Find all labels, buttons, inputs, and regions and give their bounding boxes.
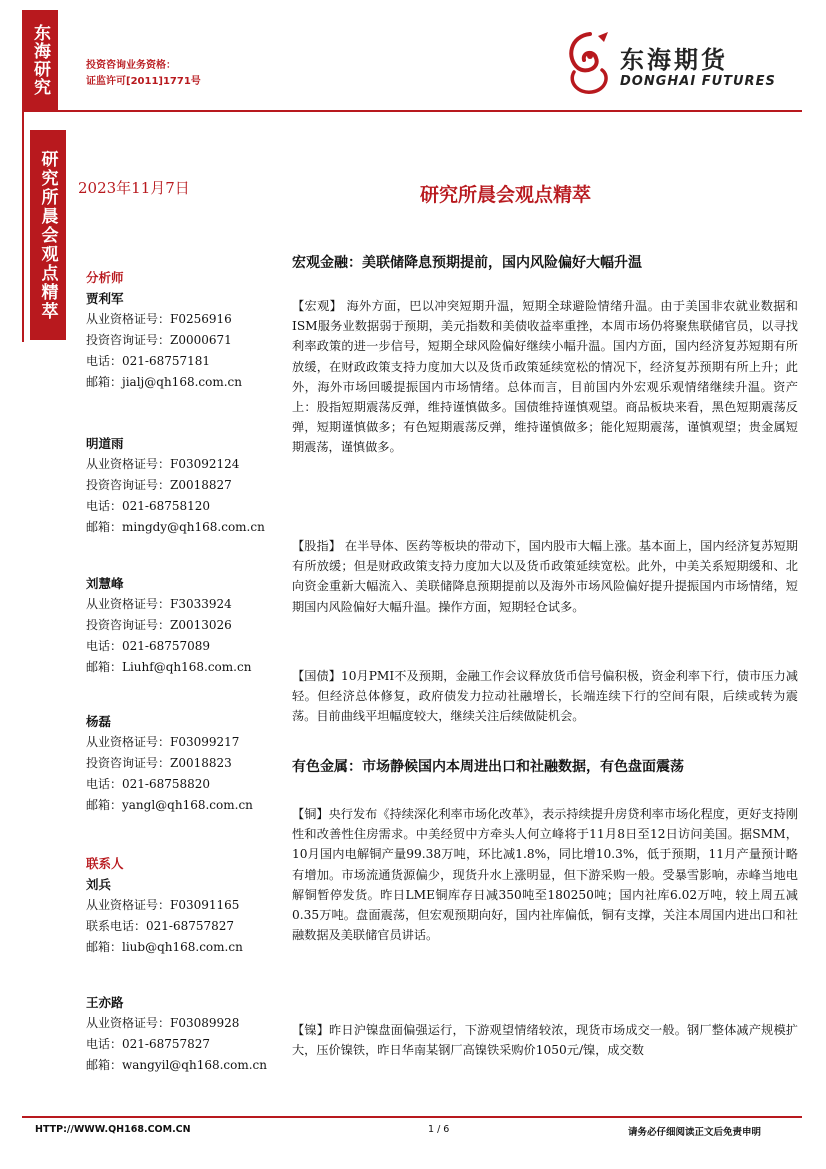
report-type-tab: 研究所晨会观点精萃 (30, 130, 66, 340)
analyst-detail: 从业资格证号：F0256916 (86, 312, 232, 326)
page-title: 研究所晨会观点精萃 (420, 184, 592, 206)
section-heading-metals: 有色金属：市场静候国内本周进出口和社融数据，有色盘面震荡 (292, 759, 684, 775)
analyst-detail: 投资咨询证号：Z0013026 (86, 618, 232, 632)
analyst-email: 邮箱：yangl@qh168.com.cn (86, 798, 253, 812)
contact-card (86, 993, 281, 1077)
footer-divider (22, 1116, 802, 1118)
paragraph-copper: 【铜】央行发布《持续深化利率市场化改革》，表示持续提升房贷利率市场化程度，更好支持刚性和改善性住房需求。中美经贸中方牵头人何立峰将于11月8日至12日访问美国。据SMM，10月国内电解铜产量99.38万吨，环比减1.8%，同比增10.3%，低于预期，11月产量预计略有增加。市场流通货源偏少，现货升水上涨明显，但下游采购一般。受暴雪影响，赤峰当地电解铜暂停发货。昨日LME铜库存日减350吨至180250吨；国内社库6.02万吨，较上周五减0.35万吨。盘面震荡，但宏观预期向好，国内社库偏低，铜有支撑，关注本周国内进出口和社融数据及美联储官员讲话。 (292, 807, 798, 943)
dragon-logo-icon (560, 28, 618, 100)
footer-disclaimer: 请务必仔细阅读正文后免责申明 (628, 1127, 762, 1138)
license-line-2: 证监许可[2011]1771号 (86, 76, 201, 87)
analyst-name: 杨磊 (86, 714, 112, 729)
analyst-detail: 投资咨询证号：Z0018827 (86, 478, 232, 492)
analyst-detail: 从业资格证号：F03099217 (86, 735, 240, 749)
contact-detail: 电话：021-68757827 (86, 1037, 211, 1051)
paragraph-stock-index: 【股指】 在半导体、医药等板块的带动下，国内股市大幅上涨。基本面上，国内经济复苏短期有所放缓；但是财政政策支持力度加大以及货币政策延续宽松。此外，中美关系短期缓和、北向资金重新大幅流入、美联储降息预期提前以及海外市场风险偏好提升提振国内市场情绪，短期国内风险偏好大幅升温。操作方面，短期轻仓试多。 (292, 539, 798, 614)
analyst-name: 刘慧峰 (86, 576, 124, 591)
contact-card (86, 875, 281, 993)
analyst-card (86, 434, 281, 574)
analyst-detail: 电话：021-68757089 (86, 639, 211, 653)
logo-english-name: DONGHAI FUTURES (620, 74, 776, 89)
logo-chinese-name: 东海期货 (620, 46, 728, 74)
contact-name: 刘兵 (86, 877, 112, 892)
report-date: 2023年11月7日 (78, 179, 190, 197)
analyst-detail: 电话：021-68758820 (86, 777, 211, 791)
brand-tab: 东海研究 (22, 10, 58, 110)
analyst-email: 邮箱：Liuhf@qh168.com.cn (86, 660, 252, 674)
analyst-card (86, 289, 281, 434)
analyst-card (86, 574, 281, 712)
analyst-email: 邮箱：mingdy@qh168.com.cn (86, 520, 265, 534)
contact-detail: 从业资格证号：F03091165 (86, 898, 240, 912)
contact-name: 王亦路 (86, 995, 124, 1010)
analyst-detail: 投资咨询证号：Z0018823 (86, 756, 232, 770)
analyst-detail: 电话：021-68758120 (86, 499, 211, 513)
license-line-1: 投资咨询业务资格： (86, 60, 176, 71)
analyst-detail: 从业资格证号：F03092124 (86, 457, 240, 471)
contact-detail: 从业资格证号：F03089928 (86, 1016, 240, 1030)
analyst-name: 明道雨 (86, 436, 124, 451)
contact-detail: 联系电话：021-68757827 (86, 919, 235, 933)
contact-email: 邮箱：wangyil@qh168.com.cn (86, 1058, 268, 1072)
analyst-heading: 分析师 (86, 270, 124, 285)
analyst-detail: 电话：021-68757181 (86, 354, 211, 368)
sidebar (86, 268, 281, 1077)
paragraph-treasury: 【国债】10月PMI不及预期，金融工作会议释放货币信号偏积极，资金利率下行，债市压力减轻。但经济总体修复，政府债发力拉动社融增长，长端连续下行的空间有限，后续或转为震荡。目前曲线平坦幅度较大，继续关注后续做陡机会。 (292, 669, 798, 724)
paragraph-nickel: 【镍】昨日沪镍盘面偏强运行，下游观望情绪较浓，现货市场成交一般。钢厂整体减产规模扩大，压价镍铁，昨日华南某钢厂高镍铁采购价1050元/镍，成交数 (292, 1023, 798, 1058)
header-divider (22, 110, 802, 112)
analyst-name: 贾利军 (86, 291, 124, 306)
analyst-email: 邮箱：jialj@qh168.com.cn (86, 375, 242, 389)
section-heading-macro: 宏观金融：美联储降息预期提前，国内风险偏好大幅升温 (292, 255, 642, 271)
sidebar-accent-line (22, 112, 24, 342)
contact-heading: 联系人 (86, 856, 124, 871)
analyst-detail: 从业资格证号：F3033924 (86, 597, 232, 611)
paragraph-macro: 【宏观】 海外方面，巴以冲突短期升温，短期全球避险情绪升温。由于美国非农就业数据和ISM服务业数据弱于预期，美元指数和美债收益率重挫，本周市场仍将聚焦联储官员，以寻找利率政策的进一步信号，短期全球风险偏好继续小幅升温。国内方面，国内经济复苏短期有所放缓，在财政政策支持力度加大以及货币政策延续宽松的情况下，经济复苏预期有所上升；此外，海外市场回暖提振国内市场情绪。总体而言，目前国内外宏观乐观情绪继续升温。资产上：股指短期震荡反弹，维持谨慎做多。国债维持谨慎观望。商品板块来看，黑色短期震荡反弹，短期谨慎做多；有色短期震荡反弹，维持谨慎做多；能化短期震荡，谨慎观望；贵金属短期震荡，谨慎做多。 (292, 299, 798, 455)
footer-url[interactable]: HTTP://WWW.QH168.COM.CN (35, 1124, 191, 1135)
contact-email: 邮箱：liub@qh168.com.cn (86, 940, 243, 954)
page-number: 1 / 6 (428, 1124, 450, 1135)
analyst-card (86, 712, 281, 854)
analyst-detail: 投资咨询证号：Z0000671 (86, 333, 232, 347)
